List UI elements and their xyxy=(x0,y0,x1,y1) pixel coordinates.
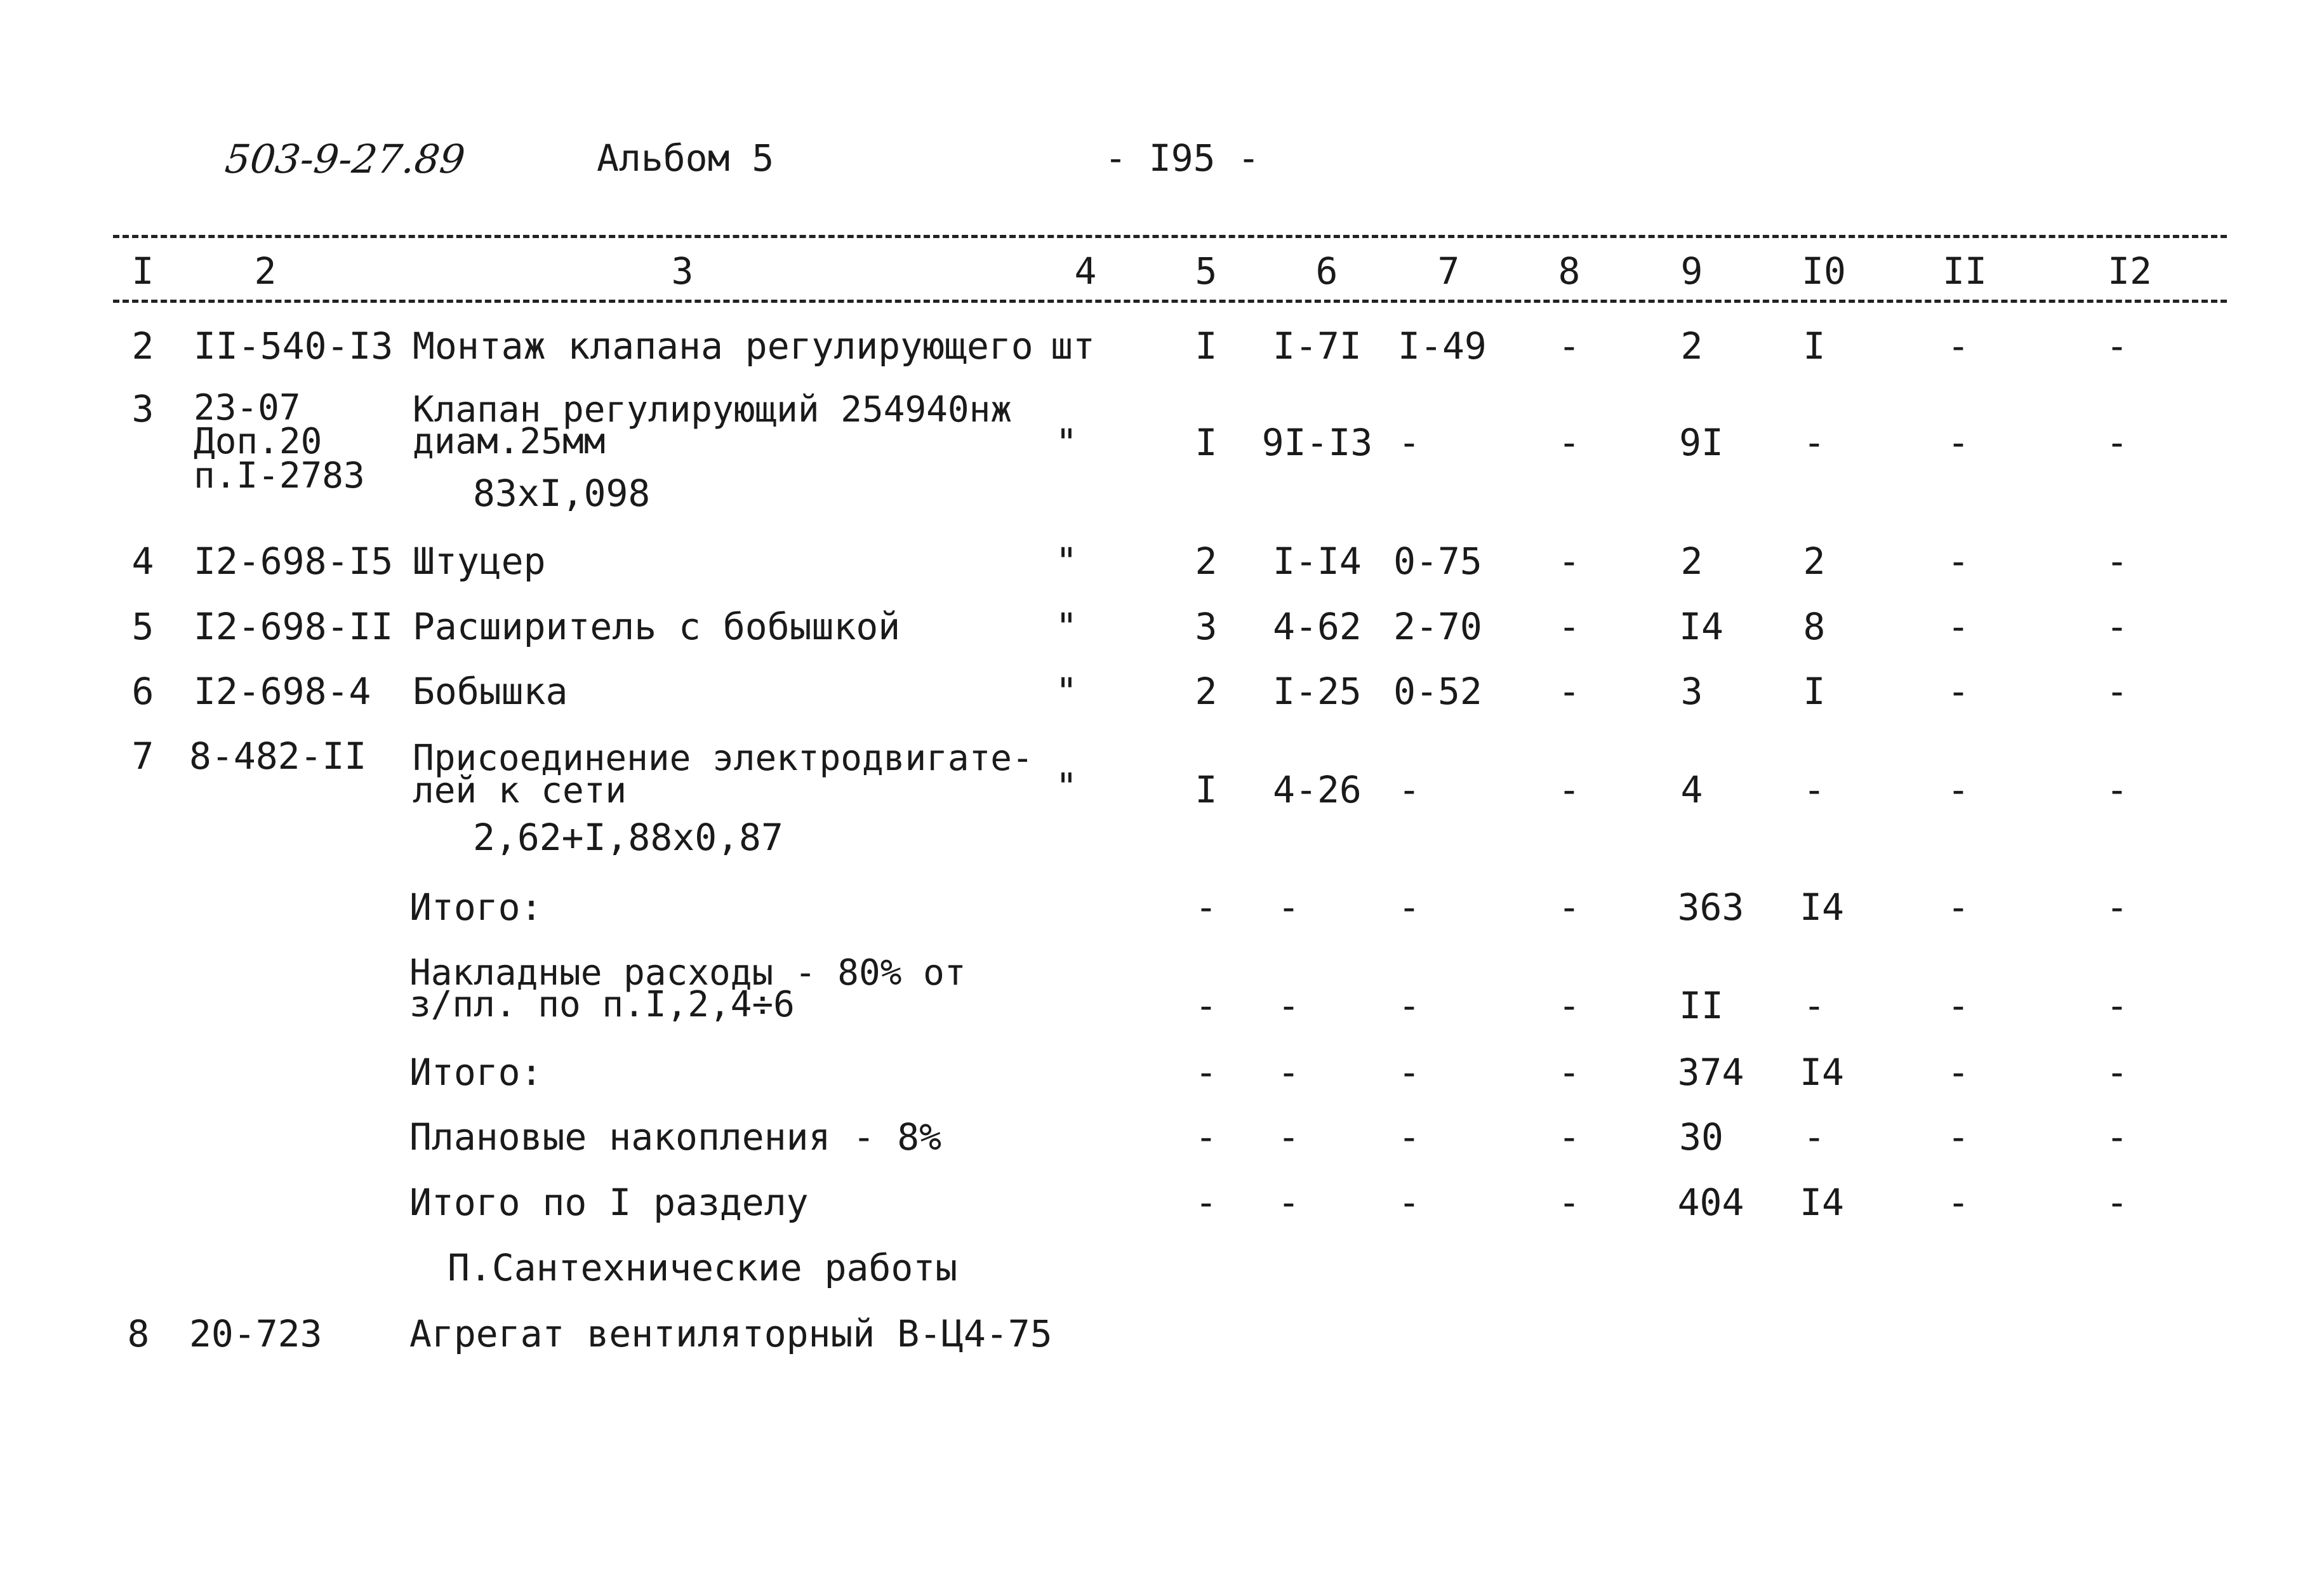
document-code: 503-9-27.89 xyxy=(223,136,468,182)
unit: " xyxy=(1055,605,1078,648)
cell-col10: I4 xyxy=(1800,1181,1844,1224)
cell-col11: - xyxy=(1947,1115,1970,1159)
work-name: Агрегат вентиляторный В-Ц4-75 xyxy=(409,1312,1052,1355)
cell-col9: 363 xyxy=(1677,886,1744,929)
cell-col8: - xyxy=(1558,1181,1581,1224)
cell-col10: - xyxy=(1803,1115,1826,1159)
cell-col11: - xyxy=(1947,421,1970,464)
cell-col10: 8 xyxy=(1803,605,1826,648)
cell-col9: II xyxy=(1679,984,1723,1027)
column-header: 9 xyxy=(1680,249,1703,293)
cell-col8: - xyxy=(1558,605,1581,648)
cell-col5: 2 xyxy=(1195,670,1218,713)
cell-col7: - xyxy=(1398,421,1421,464)
cell-col7: - xyxy=(1398,1051,1421,1094)
cell-col10: I4 xyxy=(1800,1051,1844,1094)
rate-code: 23-07 xyxy=(194,387,301,429)
cell-col10: I xyxy=(1803,324,1826,368)
unit: " xyxy=(1055,670,1078,713)
cell-col6: - xyxy=(1277,1115,1300,1159)
cell-col8: - xyxy=(1558,1051,1581,1094)
cell-col12: - xyxy=(2106,768,2128,811)
row-number: 3 xyxy=(131,387,154,430)
cell-col10: I xyxy=(1803,670,1826,713)
cell-col10: - xyxy=(1803,421,1826,464)
work-name: Монтаж клапана регулирующего xyxy=(413,324,1033,368)
summary-label: Итого: xyxy=(409,1051,543,1094)
cell-col8: - xyxy=(1558,1115,1581,1159)
cell-col10: - xyxy=(1803,984,1826,1027)
rate-code: 20-723 xyxy=(189,1312,322,1355)
cell-col12: - xyxy=(2106,984,2128,1027)
cell-col8: - xyxy=(1558,768,1581,811)
cell-col7: - xyxy=(1398,886,1421,929)
column-header: I2 xyxy=(2108,249,2152,293)
cell-col7: - xyxy=(1398,984,1421,1027)
unit: " xyxy=(1055,421,1078,464)
cell-col9: 4 xyxy=(1680,768,1703,811)
header-top-rule xyxy=(113,235,2227,238)
cell-col7: - xyxy=(1398,1115,1421,1159)
cell-col6: 9I-I3 xyxy=(1261,421,1373,464)
work-name: Присоединение электродвигате- xyxy=(413,738,1033,779)
cell-col11: - xyxy=(1947,324,1970,368)
cell-col6: I-7I xyxy=(1273,324,1362,368)
work-name: лей к сети xyxy=(413,770,627,811)
cell-col11: - xyxy=(1947,670,1970,713)
column-header: 5 xyxy=(1195,249,1218,293)
cell-col5: - xyxy=(1195,1115,1218,1159)
work-name: Расширитель с бобышкой xyxy=(413,605,901,648)
cell-col5: - xyxy=(1195,1181,1218,1224)
row-number: 7 xyxy=(131,734,154,778)
unit: " xyxy=(1055,540,1078,583)
cell-col10: - xyxy=(1803,768,1826,811)
cell-col12: - xyxy=(2106,421,2128,464)
summary-label: Плановые накопления - 8% xyxy=(409,1115,942,1159)
column-header: 6 xyxy=(1315,249,1338,293)
cell-col12: - xyxy=(2106,1051,2128,1094)
cell-col8: - xyxy=(1558,540,1581,583)
summary-label: Итого: xyxy=(409,886,543,929)
cell-col7: - xyxy=(1398,768,1421,811)
cell-col7: 2-70 xyxy=(1393,605,1482,648)
cell-col12: - xyxy=(2106,324,2128,368)
row-number: 2 xyxy=(131,324,154,368)
cell-col6: - xyxy=(1277,984,1300,1027)
rate-code: Доп.20 xyxy=(194,421,322,462)
rate-code: I2-698-I5 xyxy=(194,540,394,583)
cell-col9: 2 xyxy=(1680,540,1703,583)
column-header: 3 xyxy=(671,249,694,293)
cell-col6: - xyxy=(1277,1051,1300,1094)
cell-col6: 4-62 xyxy=(1273,605,1362,648)
cell-col11: - xyxy=(1947,605,1970,648)
formula: 2,62+I,88x0,87 xyxy=(473,816,783,859)
cell-col12: - xyxy=(2106,1181,2128,1224)
rate-code: п.I-2783 xyxy=(194,455,365,496)
cell-col5: I xyxy=(1195,768,1218,811)
column-header: II xyxy=(1942,249,1987,293)
cell-col5: 3 xyxy=(1195,605,1218,648)
cell-col6: - xyxy=(1277,886,1300,929)
rate-code: I2-698-4 xyxy=(194,670,371,713)
section-title: П.Сантехнические работы xyxy=(448,1246,958,1289)
column-header: 4 xyxy=(1074,249,1097,293)
cell-col12: - xyxy=(2106,605,2128,648)
cell-col12: - xyxy=(2106,886,2128,929)
cell-col9: 9I xyxy=(1679,421,1723,464)
cell-col8: - xyxy=(1558,324,1581,368)
summary-label: Итого по I разделу xyxy=(409,1181,809,1224)
cell-col11: - xyxy=(1947,768,1970,811)
cell-col11: - xyxy=(1947,1051,1970,1094)
cell-col6: - xyxy=(1277,1181,1300,1224)
cell-col9: I4 xyxy=(1679,605,1723,648)
cell-col9: 3 xyxy=(1680,670,1703,713)
cell-col5: - xyxy=(1195,984,1218,1027)
unit: шт xyxy=(1051,324,1095,368)
cell-col6: I-I4 xyxy=(1273,540,1362,583)
cell-col11: - xyxy=(1947,540,1970,583)
rate-code: 8-482-II xyxy=(189,734,367,778)
cell-col10: 2 xyxy=(1803,540,1826,583)
cell-col11: - xyxy=(1947,886,1970,929)
summary-label: з/пл. по п.I,2,4÷6 xyxy=(409,984,795,1025)
cell-col6: I-25 xyxy=(1273,670,1362,713)
row-number: 5 xyxy=(131,605,154,648)
column-header: 7 xyxy=(1437,249,1460,293)
cell-col7: I-49 xyxy=(1398,324,1487,368)
row-number: 6 xyxy=(131,670,154,713)
cell-col7: - xyxy=(1398,1181,1421,1224)
column-header: 2 xyxy=(254,249,277,293)
cell-col12: - xyxy=(2106,1115,2128,1159)
cell-col5: I xyxy=(1195,421,1218,464)
formula: 83xI,098 xyxy=(473,472,651,515)
cell-col9: 374 xyxy=(1677,1051,1744,1094)
cell-col8: - xyxy=(1558,984,1581,1027)
cell-col5: I xyxy=(1195,324,1218,368)
cell-col7: 0-75 xyxy=(1393,540,1482,583)
column-header: I xyxy=(131,249,154,293)
cell-col6: 4-26 xyxy=(1273,768,1362,811)
header-bottom-rule xyxy=(113,300,2227,303)
cell-col9: 404 xyxy=(1677,1181,1744,1224)
row-number: 8 xyxy=(127,1312,150,1355)
cell-col9: 30 xyxy=(1679,1115,1723,1159)
work-name: Клапан регулирующий 254940нж xyxy=(413,389,1013,430)
cell-col8: - xyxy=(1558,886,1581,929)
work-name: диам.25мм xyxy=(413,421,606,462)
cell-col7: 0-52 xyxy=(1393,670,1482,713)
column-header: I0 xyxy=(1802,249,1846,293)
page-number: - I95 - xyxy=(1105,136,1260,180)
cell-col5: - xyxy=(1195,1051,1218,1094)
cell-col12: - xyxy=(2106,540,2128,583)
cell-col11: - xyxy=(1947,1181,1970,1224)
album-label: Альбом 5 xyxy=(597,136,774,180)
cell-col10: I4 xyxy=(1800,886,1844,929)
cell-col8: - xyxy=(1558,421,1581,464)
summary-label: Накладные расходы - 80% от xyxy=(409,952,966,994)
cell-col12: - xyxy=(2106,670,2128,713)
cell-col9: 2 xyxy=(1680,324,1703,368)
cell-col5: - xyxy=(1195,886,1218,929)
work-name: Штуцер xyxy=(413,540,546,583)
unit: " xyxy=(1055,765,1078,808)
column-header: 8 xyxy=(1558,249,1581,293)
cell-col11: - xyxy=(1947,984,1970,1027)
rate-code: I2-698-II xyxy=(194,605,394,648)
row-number: 4 xyxy=(131,540,154,583)
cell-col8: - xyxy=(1558,670,1581,713)
rate-code: II-540-I3 xyxy=(194,324,394,368)
cell-col5: 2 xyxy=(1195,540,1218,583)
work-name: Бобышка xyxy=(413,670,568,713)
